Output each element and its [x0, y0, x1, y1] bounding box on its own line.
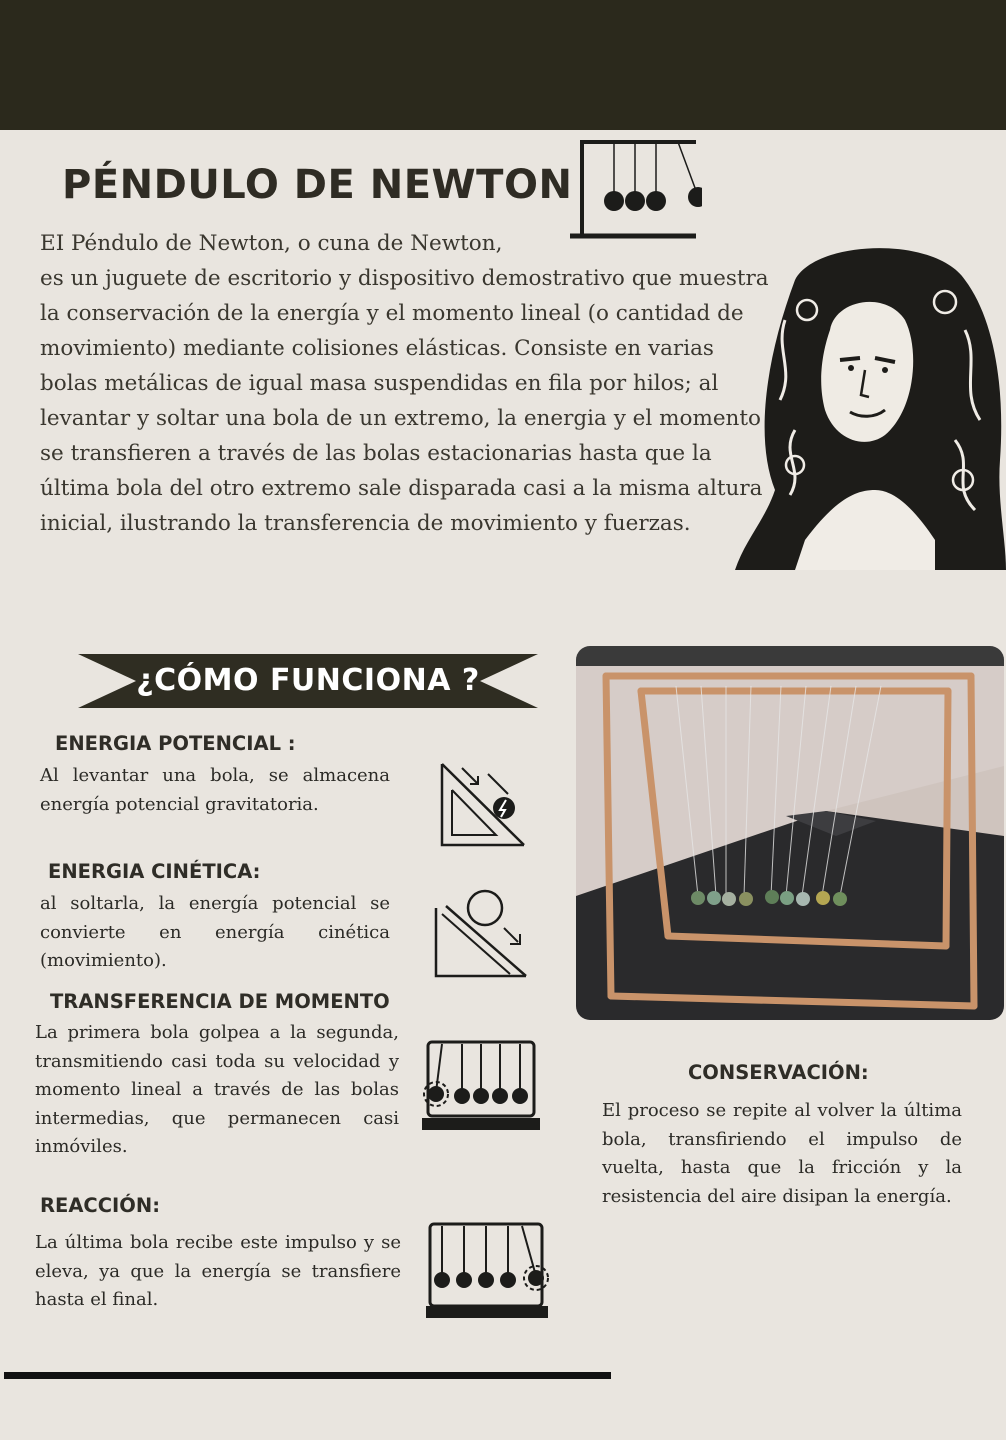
intro-body: es un juguete de escritorio y dispositivo demostrativo que muestra la conservación de la energía y el momento lineal (o cantidad de movimiento) mediante colisiones elásticas. Consiste en varias bolas metálicas de igual masa suspendidas en fila por hilos; al levantar y soltar una bola de un extremo, la energia y el momento se transfieren a través de las bolas estacionarias hasta que la última bola del otro extremo sale disparada casi a la misma altura inicial, ilustrando la transferencia de movimiento y fuerzas.	[40, 266, 769, 536]
heading-reaccion: REACCIÓN:	[40, 1194, 160, 1217]
how-it-works-banner: ¿CÓMO FUNCIONA ?	[136, 662, 480, 698]
newton-cradle-photo	[576, 646, 1004, 1020]
incline-energy-icon	[438, 760, 528, 850]
top-bar	[0, 0, 1006, 130]
text-energia-cinetica: al soltarla, la energía potencial se convierte en energía cinética (movimiento).	[40, 893, 390, 971]
heading-conservacion: CONSERVACIÓN:	[688, 1061, 869, 1084]
isaac-newton-portrait	[735, 240, 1006, 570]
text-conservacion: El proceso se repite al volver la última bola, transfiriendo el impulso de vuelta, hasta que la fricción y la resistencia del aire disipan la energía.	[602, 1100, 962, 1207]
heading-energia-cinetica: ENERGIA CINÉTICA:	[48, 860, 261, 883]
bottom-divider	[4, 1372, 611, 1379]
heading-energia-potencial: ENERGIA POTENCIAL :	[55, 732, 296, 755]
heading-transferencia: TRANSFERENCIA DE MOMENTO	[50, 990, 390, 1013]
page-title: PÉNDULO DE NEWTON	[62, 162, 573, 208]
rolling-ball-icon	[430, 888, 530, 980]
cradle-first-ball-icon	[420, 1038, 542, 1134]
text-transferencia: La primera bola golpea a la segunda, transmitiendo casi toda su velocidad y momento lineal a través de las bolas intermedias, que permanecen casi inmóviles.	[35, 1022, 399, 1157]
text-energia-potencial: Al levantar una bola, se almacena energía potencial gravitatoria.	[40, 765, 390, 815]
text-reaccion: La última bola recibe este impulso y se eleva, ya que la energía se transfiere hasta el final.	[35, 1232, 401, 1310]
cradle-last-ball-icon	[424, 1220, 550, 1320]
intro-first-line: EI Péndulo de Newton, o cuna de Newton,	[40, 231, 503, 256]
intro-paragraph	[40, 226, 770, 541]
